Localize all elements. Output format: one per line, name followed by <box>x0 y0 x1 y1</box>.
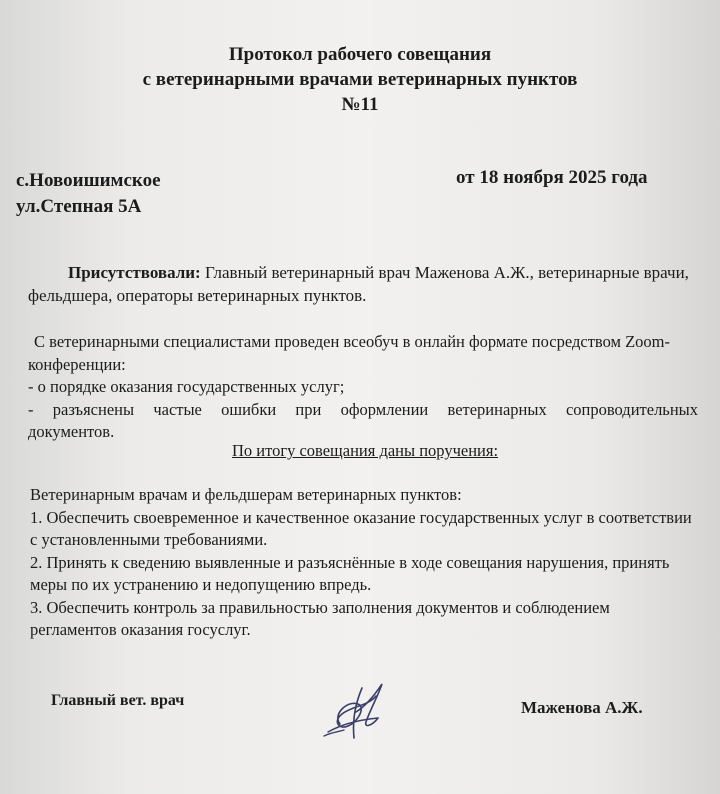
place-village: с.Новоишимское <box>16 170 161 191</box>
meeting-date: от 18 ноября 2025 года <box>456 167 648 188</box>
title-line-2: с ветеринарными врачами ветеринарных пунктов <box>142 69 578 90</box>
place-street: ул.Степная 5А <box>16 196 142 217</box>
order-item-2: 2. Принять к сведению выявленные и разъяснённые в ходе совещания нарушения, принять меры по их устранению и недопущению впредь. <box>30 552 670 594</box>
training-item-2-line-2: документов. <box>28 422 115 441</box>
meeting-place <box>16 168 161 220</box>
orders-addressee: Ветеринарным врачам и фельдшерам ветеринарных пунктов: <box>30 485 462 504</box>
orders-list <box>30 484 698 642</box>
orders-heading-text: По итогу совещания даны поручения: <box>231 441 499 460</box>
title-line-1: Протокол рабочего совещания <box>228 44 492 65</box>
attendance-label: Присутствовали: <box>68 263 201 282</box>
training-item-2-line-1: - разъяснены частые ошибки при оформлении ветеринарных сопроводительных <box>28 399 698 419</box>
document-title <box>0 42 720 117</box>
attendance-paragraph <box>28 261 710 307</box>
signatory-name: Маженова А.Ж. <box>521 698 643 717</box>
handwritten-signature-icon <box>318 666 398 750</box>
attendance-text: Главный ветеринарный врач Маженова А.Ж., ветеринарные врачи, фельдшера, операторы ветеринарных пунктов. <box>28 263 689 305</box>
order-item-1: 1. Обеспечить своевременное и качественное оказание государственных услуг в соответствии с установленными требованиями. <box>30 507 692 549</box>
training-item-1: - о порядке оказания государственных услуг; <box>28 377 345 396</box>
order-item-3: 3. Обеспечить контроль за правильностью заполнения документов и соблюдением регламентов оказания госуслуг. <box>30 597 610 639</box>
title-line-3: №11 <box>341 94 379 115</box>
signatory-position: Главный вет. врач <box>51 692 185 709</box>
training-paragraph <box>28 331 698 444</box>
training-intro: С ветеринарными специалистами проведен всеобуч в онлайн формате посредством Zoom-конференции: <box>28 332 670 374</box>
orders-heading <box>0 440 720 462</box>
